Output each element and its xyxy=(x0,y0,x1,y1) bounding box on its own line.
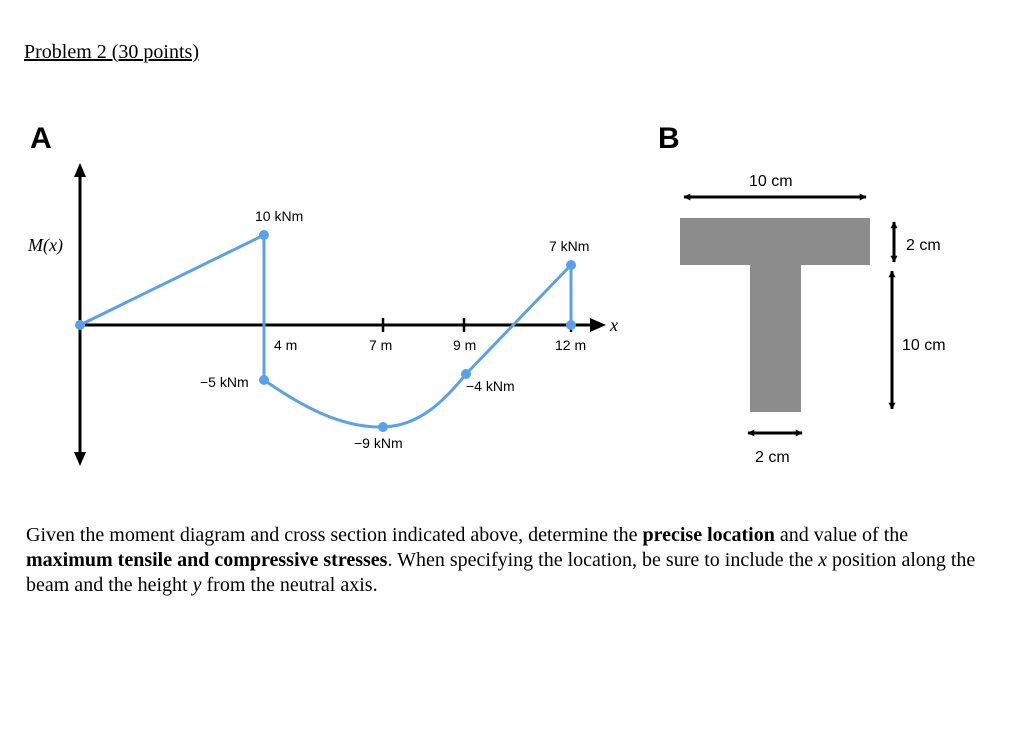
x-axis-label: x xyxy=(610,315,618,335)
dim-web-width-label: 2 cm xyxy=(755,449,790,466)
t-flange xyxy=(680,218,870,265)
problem-text-3: . When specifying the location, be sure to include the xyxy=(387,549,819,571)
problem-text-1: Given the moment diagram and cross section indicated above, determine the xyxy=(26,524,643,546)
moment-points xyxy=(75,230,576,432)
t-section xyxy=(680,218,870,412)
dim-flange-width-label: 10 cm xyxy=(749,173,793,190)
x-axis-arrow xyxy=(590,318,606,332)
label-neg5knm: −5 kNm xyxy=(200,374,249,390)
dim-flange-thickness-label: 2 cm xyxy=(906,237,941,254)
moment-curve xyxy=(80,235,571,427)
y-axis-label: M(x) xyxy=(28,235,63,255)
problem-text-4: position along the beam and the height xyxy=(26,549,976,596)
figure-a-label: A xyxy=(30,122,52,155)
point-neg9knm xyxy=(378,422,388,432)
label-10knm: 10 kNm xyxy=(255,208,304,224)
point-neg5knm xyxy=(259,375,269,385)
y-axis-arrow-down xyxy=(74,452,86,466)
problem-title: Problem 2 (30 points) xyxy=(24,41,199,63)
point-10knm xyxy=(259,230,269,240)
y-axis-arrow-up xyxy=(74,163,86,177)
problem-text-2: and value of the xyxy=(774,524,909,546)
problem-text-5: from the neutral axis. xyxy=(201,574,378,596)
label-neg9knm: −9 kNm xyxy=(354,435,403,451)
problem-var-x: x xyxy=(818,549,827,571)
problem-statement xyxy=(26,523,986,598)
point-12m xyxy=(566,320,576,330)
problem-var-y: y xyxy=(192,574,202,596)
point-origin xyxy=(75,320,85,330)
tick-label-4m: 4 m xyxy=(274,337,298,353)
tick-label-7m: 7 m xyxy=(369,337,393,353)
dim-web-height-label: 10 cm xyxy=(902,337,946,354)
point-7knm xyxy=(566,260,576,270)
problem-bold-precise-location: precise location xyxy=(642,524,775,546)
tick-label-9m: 9 m xyxy=(453,337,477,353)
label-7knm: 7 kNm xyxy=(549,238,590,254)
t-web xyxy=(750,265,801,412)
tick-label-12m: 12 m xyxy=(555,337,587,353)
figure-b-label: B xyxy=(658,122,680,155)
label-neg4knm: −4 kNm xyxy=(466,378,515,394)
problem-bold-max-stresses: maximum tensile and compressive stresses xyxy=(26,549,388,571)
